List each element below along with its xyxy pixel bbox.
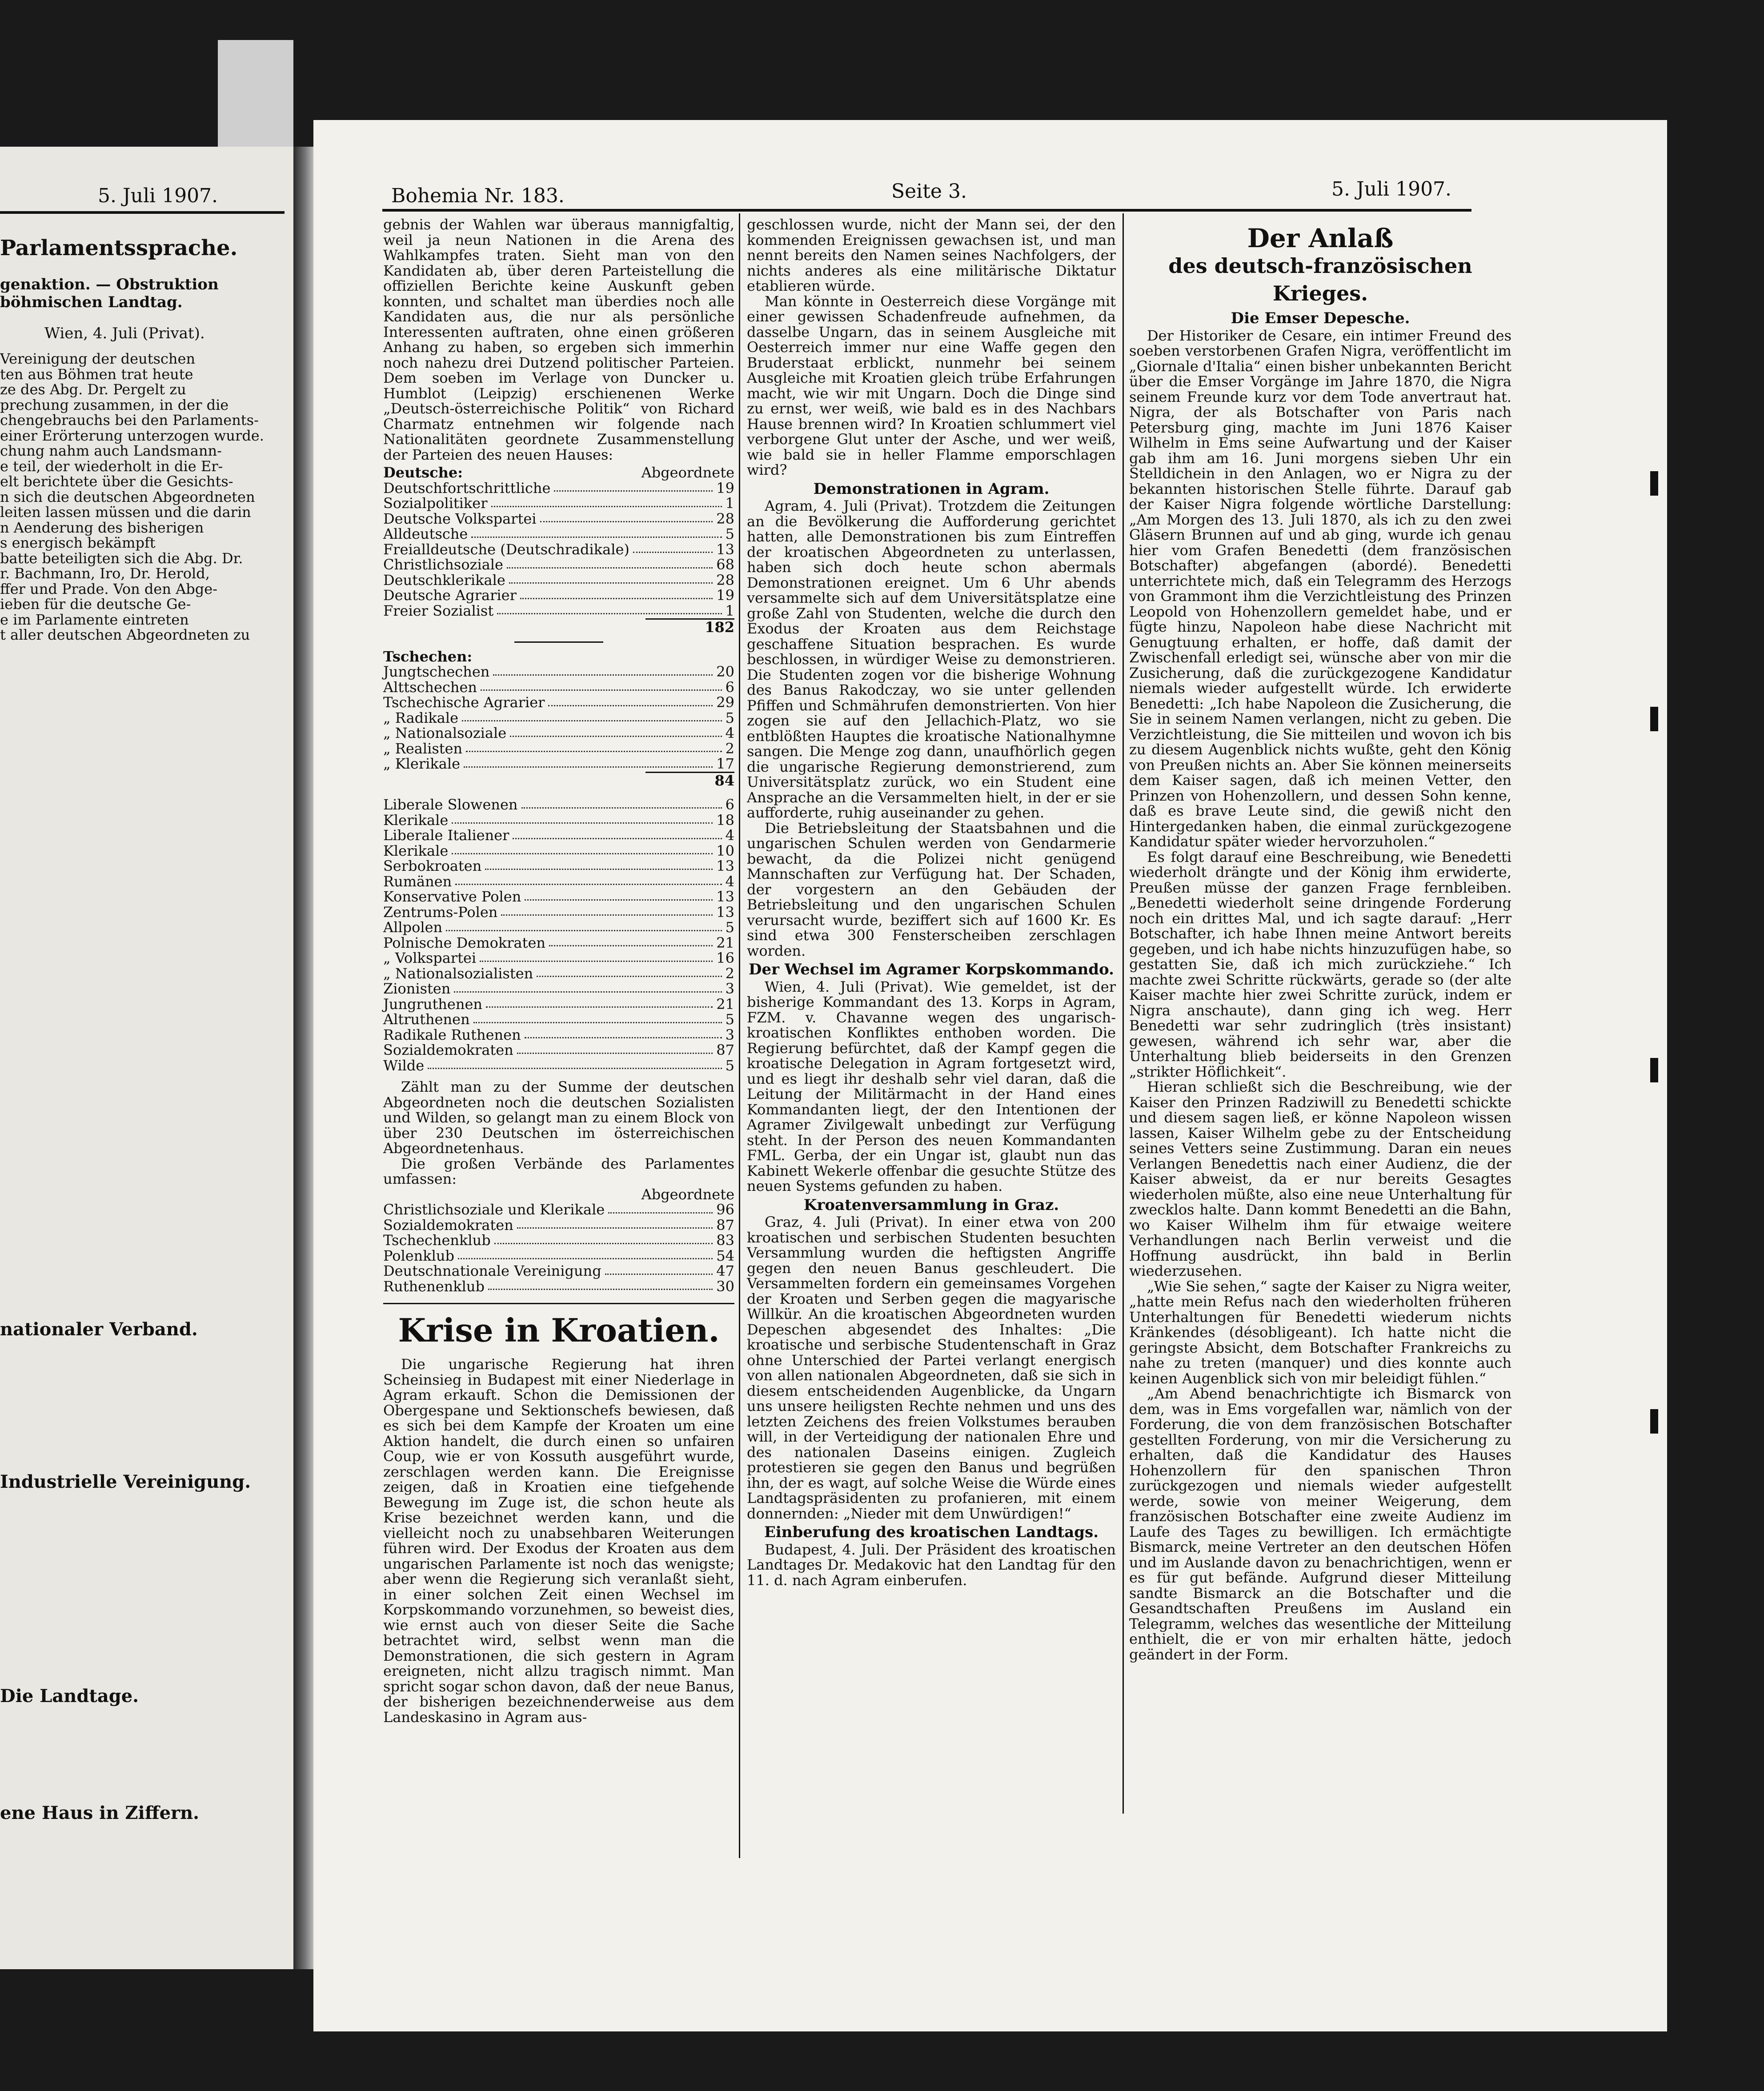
left-line: Vereinigung der deutschen — [0, 351, 196, 367]
page-header-date: 5. Juli 1907. — [1331, 178, 1452, 200]
party-name: Sozialpolitiker — [383, 495, 488, 512]
left-line: einer Erörterung unterzogen wurde. — [0, 427, 264, 444]
page-gutter — [293, 147, 313, 1969]
seat-count: 1 — [725, 602, 734, 619]
seat-count: 5 — [725, 1057, 734, 1074]
page-tab-marker — [1650, 1058, 1658, 1082]
party-name: Radikale Ruthenen — [383, 1026, 521, 1043]
page-tab-marker — [1650, 471, 1658, 496]
seat-count: 16 — [716, 949, 734, 966]
table-row — [383, 741, 734, 757]
left-line: batte beteiligten sich die Abg. Dr. — [0, 549, 243, 567]
section-rule — [383, 1303, 734, 1304]
leader-dots — [501, 905, 713, 916]
leader-dots — [458, 1248, 713, 1260]
table-row — [383, 1248, 734, 1264]
deutsche-sum: 182 — [645, 618, 734, 635]
party-name: Deutschnationale Vereinigung — [383, 1262, 601, 1279]
leader-dots — [452, 813, 713, 824]
leader-dots — [520, 588, 713, 599]
emser-text-1: Der Historiker de Cesare, ein intimer Freund des soeben verstorbenen Grafen Nigra, veröffentlicht im „Giornale d'Italia“ einen bisher unbekannten Bericht über die Emser Vorgänge im Jahre 1870, die Nigra seinem Freunde kurz vor dem Tode anvertraut hat. Nigra, der als Botschafter von Paris nach Petersburg ging, machte im Juni 1876 Kaiser Wilhelm in Ems seine Aufwartung und der Kaiser gab ihm am 16. Juni morgens sieben Uhr ein Stelldichein in den Anlagen, wo er Nigra zu der bekannten historischen Stelle führte. Darauf gab der Kaiser Nigra folgende wörtliche Darstellung: „Am Morgen des 13. Juli 1870, als ich zu den zwei Gläsern Brunnen auf und ab ging, wurde ich genau hier vom Grafen Benedetti (dem französischen Botschafter) abgefangen (abordé). Benedetti unterrichtete mich, daß ein Telegramm des Herzogs von Grammont ihm die Verzichtleistung des Prinzen Leopold von Hohenzollern gemeldet habe, und er fügte hinzu, Napoleon habe diese Nachricht mit Genugtuung erhalten, er hoffe, daß damit der Zwischenfall erledigt sei, wünsche aber von mir die Zusicherung, daß die zurückgezogene Kandidatur niemals wieder aufgestellt würde. Ich erwiderte Benedetti: „Ich habe Napoleon die Zusicherung, die Sie in seinem Namen verlangen, nicht zu geben. Die Verzichtleistung, die Sie mitteilen und wovon ich bis zu diesem Augenblick nichts wußte, geht den König von Preußen nichts an. Aber Sie können meinerseits dem Kaiser sagen, daß ich meinen Vetter, den Prinzen von Hohenzollern, und dessen Sohn kenne, daß es brave Leute sind, die gewiß nicht den Hintergedanken haben, die einmal zurückgezogene Kandidatur später wieder hervorzuholen.“ — [1129, 327, 1511, 850]
seat-count: 83 — [716, 1232, 734, 1249]
table-row — [383, 950, 734, 966]
column-3 — [1129, 224, 1511, 1662]
party-name: „ Radikale — [383, 709, 459, 726]
leader-dots — [537, 966, 722, 977]
landtag-heading: Einberufung des kroatischen Landtags. — [764, 1523, 1099, 1541]
seat-count: 5 — [725, 709, 734, 726]
table-row — [383, 603, 734, 619]
seat-count: 17 — [716, 755, 734, 772]
left-header-rule — [0, 211, 285, 214]
seat-count: 1 — [725, 495, 734, 512]
column-rule — [739, 213, 740, 1858]
table-row — [383, 797, 734, 813]
left-line: r. Bachmann, Iro, Dr. Herold, — [0, 565, 210, 582]
table-row — [383, 874, 734, 889]
leader-dots — [540, 511, 713, 523]
seat-count: 87 — [716, 1041, 734, 1058]
party-name: Liberale Slowenen — [383, 796, 518, 813]
left-line: ze des Abg. Dr. Pergelt zu — [0, 381, 186, 398]
party-name: Serbokroaten — [383, 857, 482, 874]
table-row — [383, 557, 734, 573]
seat-count: 13 — [716, 888, 734, 905]
seat-count: 18 — [716, 811, 734, 829]
table-row — [383, 1233, 734, 1248]
page-header-rule — [382, 209, 1471, 212]
leader-dots — [481, 680, 722, 691]
party-name: Liberale Italiener — [383, 827, 509, 844]
deutsche-heading: Deutsche: — [383, 464, 463, 481]
table-row — [383, 843, 734, 859]
seat-count: 13 — [716, 857, 734, 874]
table-row — [383, 588, 734, 603]
leader-dots — [485, 858, 713, 870]
left-heading: Die Landtage. — [0, 1686, 139, 1706]
left-line: e im Parlamente eintreten — [0, 611, 189, 628]
column-rule — [1123, 213, 1124, 1814]
left-line: s energisch bekämpft — [0, 534, 156, 551]
seat-count: 5 — [725, 1011, 734, 1028]
table-row — [383, 710, 734, 726]
table-row — [383, 920, 734, 935]
seat-count: 2 — [725, 740, 734, 757]
party-name: „ Realisten — [383, 740, 463, 757]
seat-count: 4 — [725, 873, 734, 890]
leader-dots — [464, 756, 713, 768]
party-name: Deutschklerikale — [383, 571, 505, 589]
left-line: n Aenderung des bisherigen — [0, 519, 204, 536]
seat-count: 87 — [716, 1216, 734, 1234]
emser-text-3: Hieran schließt sich die Beschreibung, wie der Kaiser den Prinzen Radziwill zu Benedetti schickte und diesem sagen ließ, er könne Napoleon wissen lassen, Kaiser Wilhelm gebe zu der Entscheidung seines Vetters seine Zustimmung. Daran ein neues Verlangen Benedettis nach einer Audienz, die der Kaiser abweist, da er nur bereits Gesagtes wiederholen müßte, also eine neue Unterhaltung für zwecklos halte. Dann kommt Benedetti an die Bahn, wo Kaiser Wilhelm ihm für etwaige weitere Verhandlungen nach Berlin verweist und die Hoffnung ausdrückt, ihn bald in Berlin wiederzusehen. — [1129, 1078, 1511, 1279]
verbaende-intro: Die großen Verbände des Parlamentes umfassen: — [383, 1155, 734, 1187]
leader-dots — [509, 573, 713, 584]
leader-dots — [605, 1263, 713, 1275]
wechsel-heading: Der Wechsel im Agramer Korpskommando. — [749, 961, 1114, 978]
party-name: Jungtschechen — [383, 663, 490, 680]
left-text-column — [0, 351, 267, 643]
table-row — [383, 1263, 734, 1279]
leader-dots — [488, 1279, 713, 1290]
party-name: Freier Sozialist — [383, 602, 494, 619]
table-row — [383, 1218, 734, 1233]
leader-dots — [521, 797, 722, 809]
table-row — [383, 511, 734, 527]
left-line: t aller deutschen Abgeordneten zu — [0, 626, 250, 643]
leader-dots — [491, 496, 722, 507]
leader-dots — [554, 481, 713, 492]
table-row — [383, 725, 734, 741]
party-name: Deutsche Volkspartei — [383, 510, 537, 527]
krise-continued: geschlossen wurde, nicht der Mann sei, der den kommenden Ereignissen gewachsen ist, und man nennt bereits den Namen seines Nachfolgers, der nichts anderes als eine militärische Diktatur etablieren würde. — [747, 216, 1116, 294]
table-row — [383, 935, 734, 951]
leader-dots — [497, 603, 722, 615]
table-row — [383, 496, 734, 511]
leader-dots — [510, 725, 722, 737]
table-row — [383, 966, 734, 981]
krise-headline: Krise in Kroatien. — [398, 1311, 720, 1349]
other-parties-table — [383, 797, 734, 1073]
seat-count: 30 — [716, 1278, 734, 1295]
seat-count: 6 — [725, 678, 734, 696]
seat-count: 10 — [716, 842, 734, 859]
seat-count: 3 — [725, 1026, 734, 1043]
party-name: Rumänen — [383, 873, 452, 890]
party-name: Jungruthenen — [383, 995, 482, 1013]
table-row — [383, 1058, 734, 1074]
left-line: chengebrauchs bei den Parlaments- — [0, 412, 259, 429]
party-name: Alldeutsche — [383, 525, 468, 542]
party-name: Freialldeutsche (Deutschradikale) — [383, 541, 629, 558]
left-line: leiten lassen müssen und die darin — [0, 504, 251, 521]
landtag-text: Budapest, 4. Juli. Der Präsident des kroatischen Landtages Dr. Medakovic hat den Landtag für den 11. d. nach Agram einberufen. — [747, 1541, 1116, 1589]
page-header-page-number: Seite 3. — [891, 180, 967, 203]
party-name: Christlichsoziale und Klerikale — [383, 1201, 605, 1218]
seat-count: 13 — [716, 903, 734, 921]
column-1 — [383, 217, 734, 1725]
leader-dots — [466, 741, 722, 753]
verbaende-table — [383, 1202, 734, 1294]
leader-dots — [428, 1058, 722, 1070]
wechsel-text: Wien, 4. Juli (Privat). Wie gemeldet, ist der bisherige Kommandant des 13. Korps in Agram, FZM. v. Chavanne wegen des ungarisch-kroatischen Konfliktes enthoben worden. Die Regierung befürchtet, daß der Kampf gegen die kroatische Delegation in Agram fortgesetzt wird, und es liegt ihr deshalb sehr viel daran, daß die Leitung der Militärmacht in der Hand eines Kommandanten liegt, der den Intentionen der Agramer Zivilgewalt unbedingt zur Verfügung steht. In der Person des neuen Kommandanten FML. Gerba, der ein Ungar ist, glaubt nun das Kabinett Wekerle offenbar die gesuchte Stütze des neuen Systems gefunden zu haben. — [747, 978, 1116, 1194]
party-name: Tschechische Agrarier — [383, 694, 545, 711]
party-name: Sozialdemokraten — [383, 1041, 513, 1058]
party-name: Altruthenen — [383, 1011, 470, 1028]
left-line: prechung zusammen, in der die — [0, 396, 229, 413]
table-row — [383, 981, 734, 997]
party-name: Tschechenklub — [383, 1232, 491, 1249]
anlass-headline: Der Anlaß — [1247, 223, 1394, 253]
demo-text-2: Die Betriebsleitung der Staatsbahnen und die ungarischen Schulen werden von Gendarmerie bewacht, da die Polizei nicht genügend Mannschaften zur Verfügung hat. Der Schaden, der vorgestern an den Gebäuden der Betriebsleitung und den ungarischen Schulen verursacht wurde, beziffert sich auf 1600 Kr. Es sind etwa 300 Fensterscheiben zerschlagen worden. — [747, 819, 1116, 959]
demo-heading: Demonstrationen in Agram. — [813, 480, 1050, 498]
left-line: elt berichtete über die Gesichts- — [0, 473, 233, 490]
leader-dots — [462, 710, 722, 722]
party-name: Zionisten — [383, 980, 451, 997]
seat-count: 4 — [725, 725, 734, 741]
table-row — [383, 481, 734, 496]
leader-dots — [549, 935, 713, 947]
party-name: Deutschfortschrittliche — [383, 479, 551, 497]
page-header-paper: Bohemia Nr. 183. — [391, 184, 565, 207]
leader-dots — [480, 950, 713, 962]
left-dateline: Wien, 4. Juli (Privat). — [44, 324, 205, 342]
emser-text-5: „Am Abend benachrichtigte ich Bismarck von dem, was in Ems vorgefallen war, nämlich von der Forderung, die von dem französischen Botschafter gestellten Forderung, von mir die Versicherung zu erhalten, daß die Kandidatur des Hauses Hohenzollern für den spanischen Thron zurückgezogen und niemals wieder aufgestellt werde, sowie von meiner Weigerung, dem französischen Botschafter eine zweite Audienz im Laufe des Tages zu bewilligen. Ich ermächtigte Bismarck, meine Vertreter an den deutschen Höfen und im Auslande davon zu benachrichtigen, wenn er es für gut befände. Aufgrund dieser Mitteilung sandte Bismarck an die Botschafter und die Gesandtschaften Preußens im Ausland ein Telegramm, welches das wesentliche der Mitteilung enthielt, die er von mir erhalten hätte, jedoch geändert in der Form. — [1129, 1385, 1511, 1663]
tschechen-table — [383, 664, 734, 772]
table-rule — [514, 641, 603, 643]
seat-count: 5 — [725, 919, 734, 936]
leader-dots — [455, 874, 722, 885]
leader-dots — [517, 1218, 713, 1229]
seat-count: 6 — [725, 796, 734, 813]
leader-dots — [493, 664, 713, 676]
seat-count: 68 — [716, 556, 734, 573]
left-title: Parlamentssprache. — [0, 236, 238, 260]
party-name: Klerikale — [383, 842, 449, 859]
summary-text: Zählt man zu der Summe der deutschen Abgeordneten noch die deutschen Sozialisten und Wilden, so gelangt man zu einem Block von über 230 Deutschen im österreichischen Abgeordnetenhaus. — [383, 1078, 734, 1157]
seat-count: 19 — [716, 587, 734, 604]
table-row — [383, 828, 734, 843]
leader-dots — [517, 1042, 713, 1054]
seat-count: 21 — [716, 995, 734, 1013]
party-name: Ruthenenklub — [383, 1278, 485, 1295]
table-row — [383, 1012, 734, 1027]
table-row — [383, 664, 734, 680]
krise-text: Die ungarische Regierung hat ihren Scheinsieg in Budapest mit einer Niederlage in Agram erkauft. Schon die Demissionen der Obergespane und Sektionschefs bewiesen, daß es sich bei dem Kampfe der Kroaten um eine Aktion handelt, die durch einen so unfairen Coup, wie er von Kossuth ausgeführt wurde, zerschlagen werden kann. Die Ereignisse zeigen, daß in Kroatien eine tiefgehende Bewegung im Zuge ist, die schon heute als Krise bezeichnet werden kann, und die vielleicht noch zu unabsehbaren Weiterungen führen wird. Der Exodus der Kroaten aus dem ungarischen Parlamente ist noch das wenigste; aber wenn die Regierung sich veranlaßt sieht, in einer solchen Zeit einen Wechsel im Korpskommando vorzunehmen, so beweist dies, wie ernst auch von dieser Seite die Sache betrachtet wird, selbst wenn man die Demonstrationen, die sich gestern in Agram ereigneten, nicht allzu tragisch nimmt. Man spricht sogar schon davon, daß der neue Banus, der bisherigen bezeichnenderweise aus dem Landeskasino in Agram aus- — [383, 1356, 734, 1726]
seat-count: 29 — [716, 694, 734, 711]
column-2 — [747, 217, 1116, 1588]
left-line: ffer und Prade. Von den Abge- — [0, 580, 217, 597]
table-row — [383, 1279, 734, 1294]
anlass-subheadline: des deutsch-französischen Krieges. — [1168, 254, 1472, 305]
left-line: e teil, der wiederholt in die Er- — [0, 457, 223, 475]
table-row — [383, 1202, 734, 1218]
party-name: Christlichsoziale — [383, 556, 503, 573]
leader-dots — [507, 557, 713, 569]
seat-count: 96 — [716, 1201, 734, 1218]
leader-dots — [486, 997, 713, 1008]
left-line: n sich die deutschen Abgeordneten — [0, 488, 255, 505]
seat-count: 5 — [725, 525, 734, 542]
seat-count: 19 — [716, 479, 734, 497]
party-name: Polnische Demokraten — [383, 934, 546, 951]
seat-count: 4 — [725, 827, 734, 844]
leader-dots — [525, 889, 713, 901]
table-column-head: Abgeordnete — [641, 464, 734, 481]
table-row — [383, 573, 734, 588]
wahlen-intro: gebnis der Wahlen war überaus mannigfaltig, weil ja neun Nationen in die Arena des Wahlkampfes traten. Sieht man von den Kandidaten ab, über deren Parteistellung die offiziellen Berichte keine Auskunft geben konnten, und schaltet man überdies noch alle Kandidaten aus, die nur als persönliche Interessenten auftraten, ohne einen größeren Anhang zu haben, so ergeben sich immerhin noch nahezu drei Dutzend politischer Parteien. Dem soeben im Verlage von Duncker u. Humblot (Leipzig) erschienenen Werke „Deutsch-österreichische Politik“ von Richard Charmatz entnehmen wir folgende nach Nationalitäten geordnete Zusammenstellung der Parteien des neuen Hauses: — [383, 216, 734, 463]
leader-dots — [548, 695, 713, 706]
table-row — [383, 858, 734, 874]
krise-continued-2: Man könnte in Oesterreich diese Vorgänge mit einer gewissen Schadenfreude aufnehmen, da dasselbe Ungarn, das in seinem Ausgleiche mit Oesterreich immer nur eine Waffe gegen den Bruderstaat erblickt, nunmehr bei seinem Ausgleiche mit Kroatien gleich trübe Erfahrungen macht, wie wir mit Ungarn. Doch die Dinge sind zu ernst, wer weiß, wie bald es in des Nachbars Hause brennen wird? In Kroatien schlummert viel verborgene Glut unter der Asche, und wer weiß, wie bald sie in heller Flamme emporschlagen wird? — [747, 292, 1116, 478]
table-row — [383, 756, 734, 772]
leader-dots — [454, 981, 722, 993]
seat-count: 47 — [716, 1262, 734, 1279]
party-name: „ Nationalsoziale — [383, 725, 507, 741]
table-row — [383, 680, 734, 695]
party-name: Wilde — [383, 1057, 425, 1074]
table-row — [383, 997, 734, 1012]
left-line: chung nahm auch Landsmann- — [0, 442, 222, 459]
page-tab-marker — [1650, 1409, 1658, 1434]
leader-dots — [471, 526, 722, 538]
table-row — [383, 1042, 734, 1058]
party-name: Polenklub — [383, 1247, 454, 1264]
seat-count: 2 — [725, 965, 734, 982]
party-name: „ Nationalsozialisten — [383, 965, 533, 982]
seat-count: 28 — [716, 571, 734, 589]
emser-text-4: „Wie Sie sehen,“ sagte der Kaiser zu Nigra weiter, „hatte mein Refus nach den wiederholten früheren Unterhaltungen für Benedetti wiederum nichts Kränkendes (désobligeant). Ich hatte nicht die geringste Absicht, dem Botschafter Frankreichs zu nahe zu treten (manquer) und dies konnte auch keinen Augenblick sich von mir beleidigt fühlen.“ — [1129, 1278, 1511, 1387]
seat-count: 21 — [716, 934, 734, 951]
graz-heading: Kroatenversammlung in Graz. — [803, 1196, 1059, 1214]
leader-dots — [633, 542, 713, 553]
table-row — [383, 889, 734, 905]
party-name: Klerikale — [383, 811, 449, 829]
table-row — [383, 695, 734, 710]
party-name: Sozialdemokraten — [383, 1216, 513, 1234]
left-page — [0, 147, 293, 1969]
party-name: Konservative Polen — [383, 888, 521, 905]
leader-dots — [446, 920, 722, 931]
left-subtitle: genaktion. — Obstruktion böhmischen Landtag. — [0, 276, 219, 311]
left-heading: nationaler Verband. — [0, 1319, 198, 1340]
emser-heading: Die Emser Depesche. — [1231, 309, 1410, 327]
left-heading: ene Haus in Ziffern. — [0, 1802, 200, 1823]
left-headings — [0, 1316, 267, 1983]
seat-count: 28 — [716, 510, 734, 527]
left-heading: Industrielle Vereinigung. — [0, 1471, 251, 1492]
leader-dots — [473, 1012, 722, 1023]
left-header-date: 5. Juli 1907. — [98, 184, 218, 207]
table-column-head: Abgeordnete — [641, 1186, 734, 1203]
party-name: Allpolen — [383, 919, 443, 936]
left-line: ieben für die deutsche Ge- — [0, 596, 191, 613]
emser-text-2: Es folgt darauf eine Beschreibung, wie Benedetti wiederholt drängte und der König ihm erwiderte, Preußen müsse der ganzen Frage fernbleiben. „Benedetti wiederholt seine dringende Forderung noch ein drittes Mal, und ich sagte darauf: „Herr Botschafter, ich habe Ihnen meine Antwort bereits gegeben, und ich habe nichts hinzuzufügen habe, so gestatten Sie, daß ich mich zurückziehe.“ Ich machte zwei Schritte rückwärts, gerade so (der alte Kaiser machte hier zwei Schritte zurück, indem er Nigra anschaute), dann ging ich weg. Herr Benedetti war sehr zudringlich (très insistant) gewesen, während ich sehr war, aber die Unterhaltung blieb beiderseits in den Grenzen „strikter Höflichkeit“. — [1129, 848, 1511, 1080]
demo-text: Agram, 4. Juli (Privat). Trotzdem die Zeitungen an die Bevölkerung die Aufforderung gerichtet hatten, alle Demonstrationen bis zum Eintreffen der kroatischen Abgeordneten zu unterlassen, haben sich doch heute schon abermals Demonstrationen ereignet. Um 6 Uhr abends versammelte sich auf dem Universitätsplatze eine große Zahl von Studenten, welche die durch den Exodus der Kroaten aus dem Reichstage geschaffene Situation besprachen. Es wurde beschlossen, in würdiger Weise zu demonstrieren. Die Studenten zogen vor die bisherige Wohnung des Banus Rakodczay, wo sie unter gellenden Pfiffen und Schmährufen demonstrierten. Von hier zogen sie auf den Jellachich-Platz, wo sie entblößten Hauptes die kroatische Nationalhymne sangen. Die Menge zog dann, unaufhörlich gegen die ungarische Regierung demonstrierend, zum Universitätsplatz zurück, wo ein Student eine Ansprache an die Versammelten hielt, in der er sie aufforderte, ruhig auseinander zu gehen. — [747, 497, 1116, 821]
seat-count: 3 — [725, 980, 734, 997]
binder-clip — [218, 40, 293, 156]
table-row — [383, 542, 734, 557]
seat-count: 54 — [716, 1247, 734, 1264]
deutsche-table — [383, 481, 734, 619]
table-row — [383, 526, 734, 542]
party-name: „ Klerikale — [383, 755, 460, 772]
seat-count: 13 — [716, 541, 734, 558]
party-name: „ Volkspartei — [383, 949, 477, 966]
graz-text: Graz, 4. Juli (Privat). In einer etwa von 200 kroatischen und serbischen Studenten besuchten Versammlung wurden die heftigsten Angriffe gegen den neuen Banus geschleudert. Die Versammelten fordern ein gemeinsames Vorgehen der Kroaten und Serben gegen die magyarische Willkür. An die kroatischen Abgeordneten wurden Depeschen abgesendet des Inhaltes: „Die kroatische und serbische Studentenschaft in Graz ohne Unterschied der Partei verlangt energisch von allen nationalen Abgeordneten, daß sie sich in diesem entscheidenden Augenblicke, da Ungarn uns unsere heiligsten Rechte nehmen und uns des letzten Zeichens des freien Volkstumes berauben will, in der Verteidigung der nationalen Ehre und des nationalen Daseins einigen. Zugleich protestieren sie gegen den Banus und begrüßen ihn, der es wagt, auf solche Weise die Würde eines Landtagspräsidenten zu profanieren, mit einem donnernden: „Nieder mit dem Unwürdigen!“ — [747, 1214, 1116, 1522]
party-name: Deutsche Agrarier — [383, 587, 517, 604]
tschechen-heading: Tschechen: — [383, 648, 473, 665]
leader-dots — [513, 828, 722, 839]
left-line: ten aus Böhmen trat heute — [0, 365, 193, 383]
seat-count: 20 — [716, 663, 734, 680]
table-row — [383, 813, 734, 828]
tschechen-sum: 84 — [645, 772, 734, 789]
leader-dots — [452, 843, 713, 855]
table-row — [383, 1027, 734, 1043]
table-row — [383, 905, 734, 920]
party-name: Alttschechen — [383, 678, 477, 696]
leader-dots — [525, 1027, 722, 1039]
leader-dots — [608, 1202, 713, 1214]
leader-dots — [494, 1233, 713, 1244]
page-tab-marker — [1650, 707, 1658, 731]
party-name: Zentrums-Polen — [383, 903, 498, 921]
